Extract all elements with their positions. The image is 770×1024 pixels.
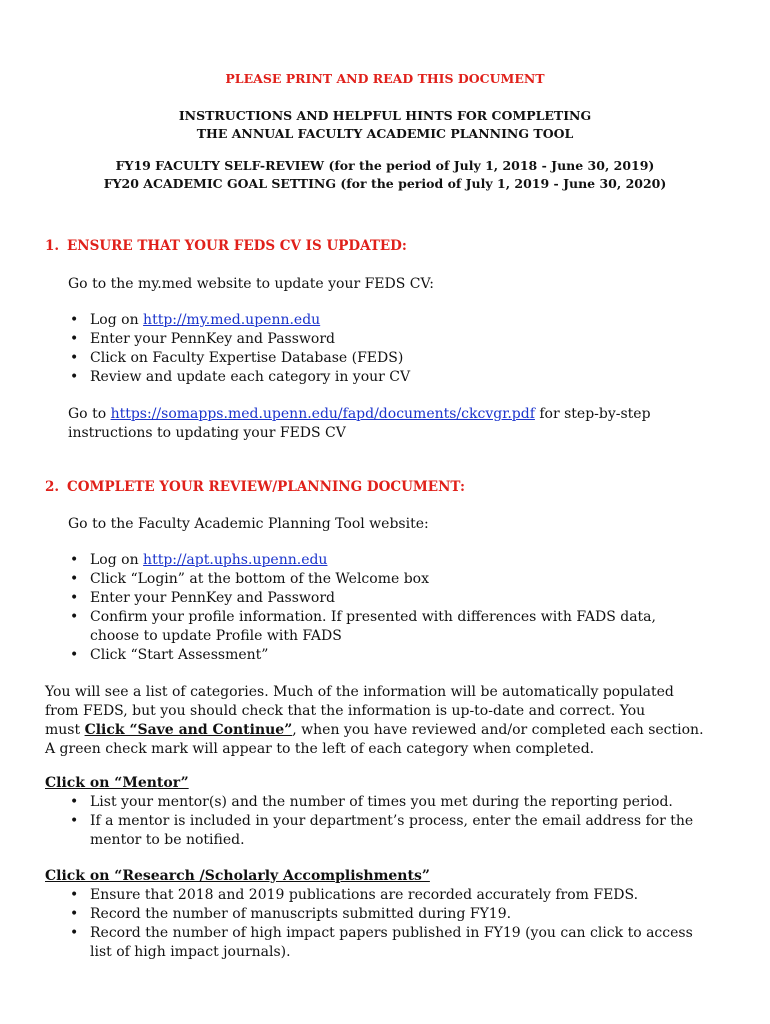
list-item: • List your mentor(s) and the number of times you met during the reporting period.: [70, 794, 673, 810]
list-item: • Confirm your profile information. If presented with differences with FADS data, choose to update Profile with FADS: [70, 609, 656, 644]
section-1-title: ENSURE THAT YOUR FEDS CV IS UPDATED:: [67, 238, 407, 254]
bullet-icon: •: [70, 813, 79, 829]
list-item: • Review and update each category in your CV: [70, 369, 411, 385]
section-2-intro: Go to the Faculty Academic Planning Tool website:: [68, 516, 429, 532]
mentor-bullet-list: [68, 793, 758, 850]
list-item: • Click “Start Assessment”: [70, 647, 269, 663]
section-2-heading: [45, 478, 465, 496]
list-item: • Enter your PennKey and Password: [70, 590, 335, 606]
list-item: • Ensure that 2018 and 2019 publications are recorded accurately from FEDS.: [70, 887, 639, 903]
list-item: • Log on http://my.med.upenn.edu: [70, 312, 321, 328]
section-1-bullet-list: [68, 311, 748, 387]
section-1-number: 1.: [45, 238, 60, 254]
bullet-icon: •: [70, 906, 79, 922]
bullet-icon: •: [70, 590, 79, 606]
list-item: • If a mentor is included in your department’s process, enter the email address for the mentor to be notified.: [70, 813, 694, 848]
save-and-continue-emphasis: Click “Save and Continue”: [84, 722, 293, 738]
mentor-heading: Click on “Mentor”: [45, 775, 189, 791]
list-item: • Click “Login” at the bottom of the Welcome box: [70, 571, 430, 587]
categories-paragraph: You will see a list of categories. Much of the information will be automatically populated from FEDS, but you should check that the information is up-to-date and correct. You must Click “Save and Continue”, when you have reviewed and/or completed each section. A green check mark will appear to the left of each category when completed.: [45, 684, 704, 757]
bullet-icon: •: [70, 571, 79, 587]
instructions-line-2: THE ANNUAL FACULTY ACADEMIC PLANNING TOOL: [196, 126, 574, 141]
apt-link[interactable]: http://apt.uphs.upenn.edu: [143, 552, 328, 568]
list-item: • Click on Faculty Expertise Database (FEDS): [70, 350, 404, 366]
fy20-line: FY20 ACADEMIC GOAL SETTING (for the period of July 1, 2019 - June 30, 2020): [103, 176, 667, 191]
instructions-line-1: INSTRUCTIONS AND HELPFUL HINTS FOR COMPLETING: [178, 108, 592, 123]
list-item: • Record the number of high impact papers published in FY19 (you can click to access list of high impact journals).: [70, 925, 693, 960]
fiscal-year-heading: [0, 157, 770, 193]
instructions-heading: [0, 107, 770, 143]
section-2-number: 2.: [45, 479, 60, 495]
section-1-goto-paragraph: Go to https://somapps.med.upenn.edu/fapd/documents/ckcvgr.pdf for step-by-step instructions to updating your FEDS CV: [68, 406, 651, 441]
section-2-bullet-list: [68, 551, 758, 665]
bullet-icon: •: [70, 609, 79, 625]
my-med-link[interactable]: http://my.med.upenn.edu: [143, 312, 321, 328]
bullet-icon: •: [70, 794, 79, 810]
section-1-intro: Go to the my.med website to update your FEDS CV:: [68, 276, 434, 292]
research-bullet-list: [68, 886, 758, 962]
section-2-title: COMPLETE YOUR REVIEW/PLANNING DOCUMENT:: [67, 479, 465, 495]
bullet-icon: •: [70, 552, 79, 568]
section-1-heading: [45, 237, 407, 255]
fy19-line: FY19 FACULTY SELF-REVIEW (for the period of July 1, 2018 - June 30, 2019): [115, 158, 655, 173]
bullet-icon: •: [70, 331, 79, 347]
bullet-icon: •: [70, 647, 79, 663]
list-item: • Log on http://apt.uphs.upenn.edu: [70, 552, 328, 568]
cv-guide-link[interactable]: https://somapps.med.upenn.edu/fapd/documents/ckcvgr.pdf: [110, 406, 535, 422]
document-title: PLEASE PRINT AND READ THIS DOCUMENT: [225, 71, 545, 86]
bullet-icon: •: [70, 350, 79, 366]
list-item: • Enter your PennKey and Password: [70, 331, 335, 347]
bullet-icon: •: [70, 312, 79, 328]
research-heading: Click on “Research /Scholarly Accomplishments”: [45, 868, 430, 884]
list-item: • Record the number of manuscripts submitted during FY19.: [70, 906, 512, 922]
bullet-icon: •: [70, 369, 79, 385]
bullet-icon: •: [70, 925, 79, 941]
bullet-icon: •: [70, 887, 79, 903]
